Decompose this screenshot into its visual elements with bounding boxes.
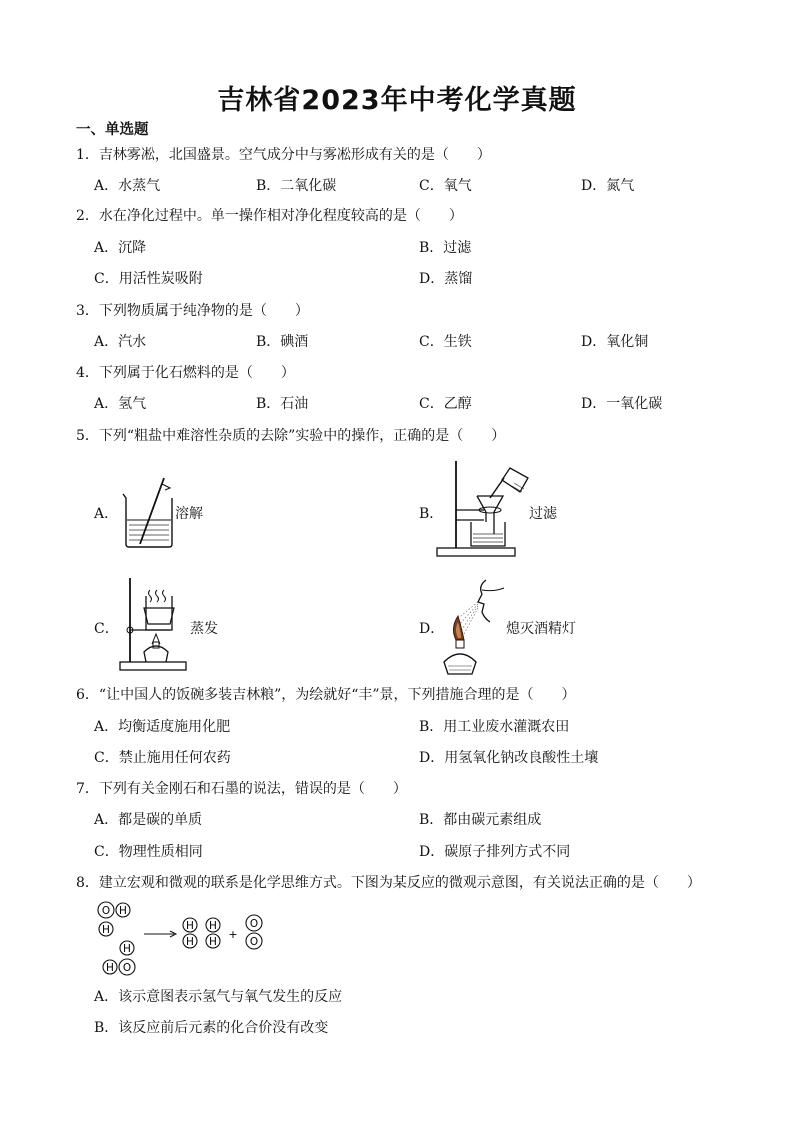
svg-text:H: H bbox=[209, 920, 217, 932]
svg-text:H: H bbox=[209, 936, 217, 948]
atom-h bbox=[206, 918, 220, 932]
q4-option-b: B．石油 bbox=[256, 396, 309, 412]
q4-option-c: C．乙醇 bbox=[419, 396, 472, 412]
q6-option-d: D．用氢氧化钠改良酸性土壤 bbox=[419, 750, 599, 766]
page-title: 吉林省2023年中考化学真题 bbox=[217, 85, 577, 116]
question-3-stem: 3．下列物质属于纯净物的是（ ） bbox=[76, 303, 309, 319]
question-6-stem: 6．“让中国人的饭碗多装吉林粮”，为绘就好“丰”景，下列措施合理的是（ ） bbox=[76, 687, 576, 703]
q2-option-c: C．用活性炭吸附 bbox=[94, 271, 203, 287]
q7-option-a: A．都是碳的单质 bbox=[94, 812, 203, 828]
reaction-micro-diagram bbox=[90, 900, 270, 980]
q5-option-b-caption: 过滤 bbox=[529, 506, 557, 522]
atom-h bbox=[99, 922, 113, 936]
atom-h bbox=[183, 934, 197, 948]
q5-option-a-letter: A． bbox=[94, 506, 119, 522]
q5-option-d-letter: D． bbox=[419, 621, 445, 637]
q5-option-c-letter: C． bbox=[94, 621, 119, 637]
q4-option-a: A．氢气 bbox=[94, 396, 147, 412]
question-1-stem: 1．吉林雾凇，北国盛景。空气成分中与雾凇形成有关的是（ ） bbox=[76, 147, 491, 163]
q6-option-a: A．均衡适度施用化肥 bbox=[94, 719, 231, 735]
q6-option-c: C．禁止施用任何农药 bbox=[94, 750, 231, 766]
q1-option-b: B．二氧化碳 bbox=[256, 178, 337, 194]
blowing-out-lamp-diagram bbox=[434, 576, 514, 680]
svg-text:H: H bbox=[119, 905, 127, 917]
q5-option-d-caption: 熄灭酒精灯 bbox=[506, 621, 576, 637]
evaporation-apparatus-diagram bbox=[116, 576, 196, 674]
section-heading: 一、单选题 bbox=[76, 122, 149, 138]
q3-option-b: B．碘酒 bbox=[256, 334, 309, 350]
svg-text:H: H bbox=[186, 936, 194, 948]
q7-option-c: C．物理性质相同 bbox=[94, 844, 203, 860]
atom-h bbox=[116, 903, 130, 917]
atom-o bbox=[98, 902, 114, 918]
svg-text:H: H bbox=[123, 943, 131, 955]
svg-text:H: H bbox=[106, 962, 114, 974]
q2-option-b: B．过滤 bbox=[419, 240, 472, 256]
q3-option-a: A．汽水 bbox=[94, 334, 147, 350]
svg-text:O: O bbox=[249, 936, 259, 948]
q8-option-a: A．该示意图表示氢气与氧气发生的反应 bbox=[94, 989, 343, 1005]
q5-option-c-caption: 蒸发 bbox=[190, 621, 218, 637]
q4-option-d: D．一氧化碳 bbox=[581, 396, 663, 412]
svg-text:H: H bbox=[186, 920, 194, 932]
atom-o bbox=[246, 915, 262, 931]
q1-option-d: D．氮气 bbox=[581, 178, 635, 194]
q5-option-a-caption: 溶解 bbox=[175, 506, 203, 522]
q3-option-c: C．生铁 bbox=[419, 334, 472, 350]
atom-h bbox=[103, 960, 117, 974]
dissolving-beaker-diagram bbox=[118, 472, 178, 552]
svg-text:H: H bbox=[102, 924, 110, 936]
question-7-stem: 7．下列有关金刚石和石墨的说法，错误的是（ ） bbox=[76, 781, 407, 797]
atom-h bbox=[183, 918, 197, 932]
atom-h bbox=[120, 941, 134, 955]
q1-option-c: C．氧气 bbox=[419, 178, 472, 194]
filtration-apparatus-diagram bbox=[434, 458, 534, 560]
question-8-stem: 8．建立宏观和微观的联系是化学思维方式。下图为某反应的微观示意图，有关说法正确的是（ ） bbox=[76, 875, 701, 891]
atom-h bbox=[206, 934, 220, 948]
atom-o bbox=[246, 933, 262, 949]
svg-text:O: O bbox=[249, 918, 259, 930]
question-4-stem: 4．下列属于化石燃料的是（ ） bbox=[76, 365, 295, 381]
q3-option-d: D．氧化铜 bbox=[581, 334, 649, 350]
q1-option-a: A．水蒸气 bbox=[94, 178, 161, 194]
svg-text:O: O bbox=[101, 905, 111, 917]
q2-option-a: A．沉降 bbox=[94, 240, 147, 256]
q7-option-b: B．都由碳元素组成 bbox=[419, 812, 542, 828]
q2-option-d: D．蒸馏 bbox=[419, 271, 473, 287]
q5-option-b-letter: B． bbox=[419, 506, 444, 522]
question-2-stem: 2．水在净化过程中。单一操作相对净化程度较高的是（ ） bbox=[76, 208, 463, 224]
svg-text:O: O bbox=[122, 962, 132, 974]
q6-option-b: B．用工业废水灌溉农田 bbox=[419, 719, 570, 735]
q7-option-d: D．碳原子排列方式不同 bbox=[419, 844, 571, 860]
q8-option-b: B．该反应前后元素的化合价没有改变 bbox=[94, 1020, 329, 1036]
question-5-stem: 5．下列“粗盐中难溶性杂质的去除”实验中的操作，正确的是（ ） bbox=[76, 428, 506, 444]
plus-sign: + bbox=[228, 928, 238, 941]
atom-o bbox=[119, 959, 135, 975]
